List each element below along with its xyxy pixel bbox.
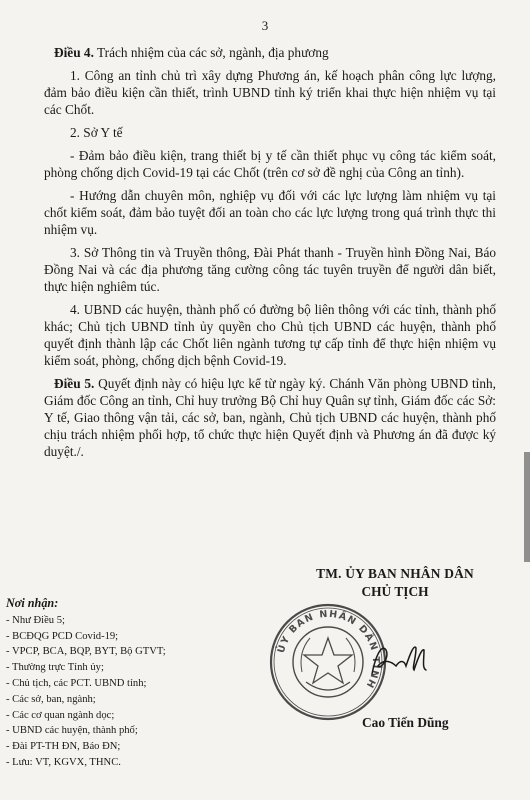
recipient-item: - Như Điều 5; xyxy=(6,614,65,626)
recipient-item: - Các sở, ban, ngành; xyxy=(6,693,96,705)
page-number: 3 xyxy=(261,18,269,33)
paragraph-6: 4. UBND các huyện, thành phố có đường bộ liên thông với các tỉnh, thành phố khác; Chủ tịch UBND tỉnh ủy quyền cho Chủ tịch UBND các huyện, thành phố quyết định thành lập các Chốt liên ngành tương tự cấp tỉnh để thực hiện nhiệm vụ kiểm soát, phòng, chống dịch bệnh Covid-19. xyxy=(44,302,496,368)
page-edge-shadow xyxy=(524,452,530,562)
recipients-list xyxy=(6,596,236,771)
paragraph-1: 1. Công an tỉnh chủ trì xây dựng Phương án, kế hoạch phân công lực lượng, đảm bảo điều kiện cần thiết, trình UBND tỉnh ký triển khai thực hiện nhiệm vụ tại các Chốt. xyxy=(44,68,496,117)
article-4-title: Trách nhiệm của các sở, ngành, địa phương xyxy=(93,45,329,60)
recipient-item: - VPCP, BCA, BQP, BYT, Bộ GTVT; xyxy=(6,646,166,658)
recipient-item: - Đài PT-TH ĐN, Báo ĐN; xyxy=(6,741,121,753)
recipient-item: - Chủ tịch, các PCT. UBND tỉnh; xyxy=(6,677,147,689)
article-4-label: Điều 4. xyxy=(54,45,94,60)
article-4-heading xyxy=(44,44,496,61)
paragraph-5: 3. Sở Thông tin và Truyền thông, Đài Phát thanh - Truyền hình Đồng Nai, Báo Đồng Nai và các địa phương tăng cường công tác tuyên truyền để người dân biết, thực hiện nghiêm túc. xyxy=(44,245,496,294)
handwritten-signature-icon xyxy=(366,636,434,684)
article-5-text: Quyết định này có hiệu lực kể từ ngày ký. Chánh Văn phòng UBND tỉnh, Giám đốc Công an tỉnh, Chỉ huy trưởng Bộ Chỉ huy Quân sự tỉnh, Giám đốc các Sở: Y tế, Giao thông vận tải, các sở, ban, ngành, Chủ tịch UBND các huyện, thành phố chịu trách nhiệm phối hợp, tổ chức thực hiện Quyết định và Phương án đã được ký duyệt./. xyxy=(44,376,496,459)
paragraph-4: - Hướng dẫn chuyên môn, nghiệp vụ đối với các lực lượng làm nhiệm vụ tại chốt kiểm soát, đảm bảo tuyệt đối an toàn cho các lực lượng trong quá trình thực thi nhiệm vụ. xyxy=(44,188,496,237)
signature-block xyxy=(266,566,524,746)
signer-name: Cao Tiến Dũng xyxy=(362,715,449,730)
recipient-item: - BCĐQG PCD Covid-19; xyxy=(6,630,119,642)
recipient-item: - Lưu: VT, KGVX, THNC. xyxy=(6,756,121,768)
signer-organization: TM. ỦY BAN NHÂN DÂN xyxy=(316,566,474,581)
recipient-item: - UBND các huyện, thành phố; xyxy=(6,725,138,737)
recipients-title: Nơi nhận: xyxy=(6,596,59,610)
paragraph-3: - Đảm bảo điều kiện, trang thiết bị y tế cần thiết phục vụ công tác kiểm soát, phòng chống dịch Covid-19 tại các Chốt (trên cơ sở đề nghị của Công an tỉnh). xyxy=(44,148,496,180)
document-body xyxy=(44,44,496,466)
article-5-label: Điều 5. xyxy=(54,376,95,391)
signer-role: CHỦ TỊCH xyxy=(361,584,429,599)
seal-text: ỦY BAN NHÂN DÂN TỈNH xyxy=(275,608,382,691)
recipient-item: - Các cơ quan ngành dọc; xyxy=(6,709,115,721)
paragraph-2: 2. Sở Y tế xyxy=(70,125,123,140)
recipient-item: - Thường trực Tỉnh ủy; xyxy=(6,662,104,674)
article-5 xyxy=(44,375,496,460)
